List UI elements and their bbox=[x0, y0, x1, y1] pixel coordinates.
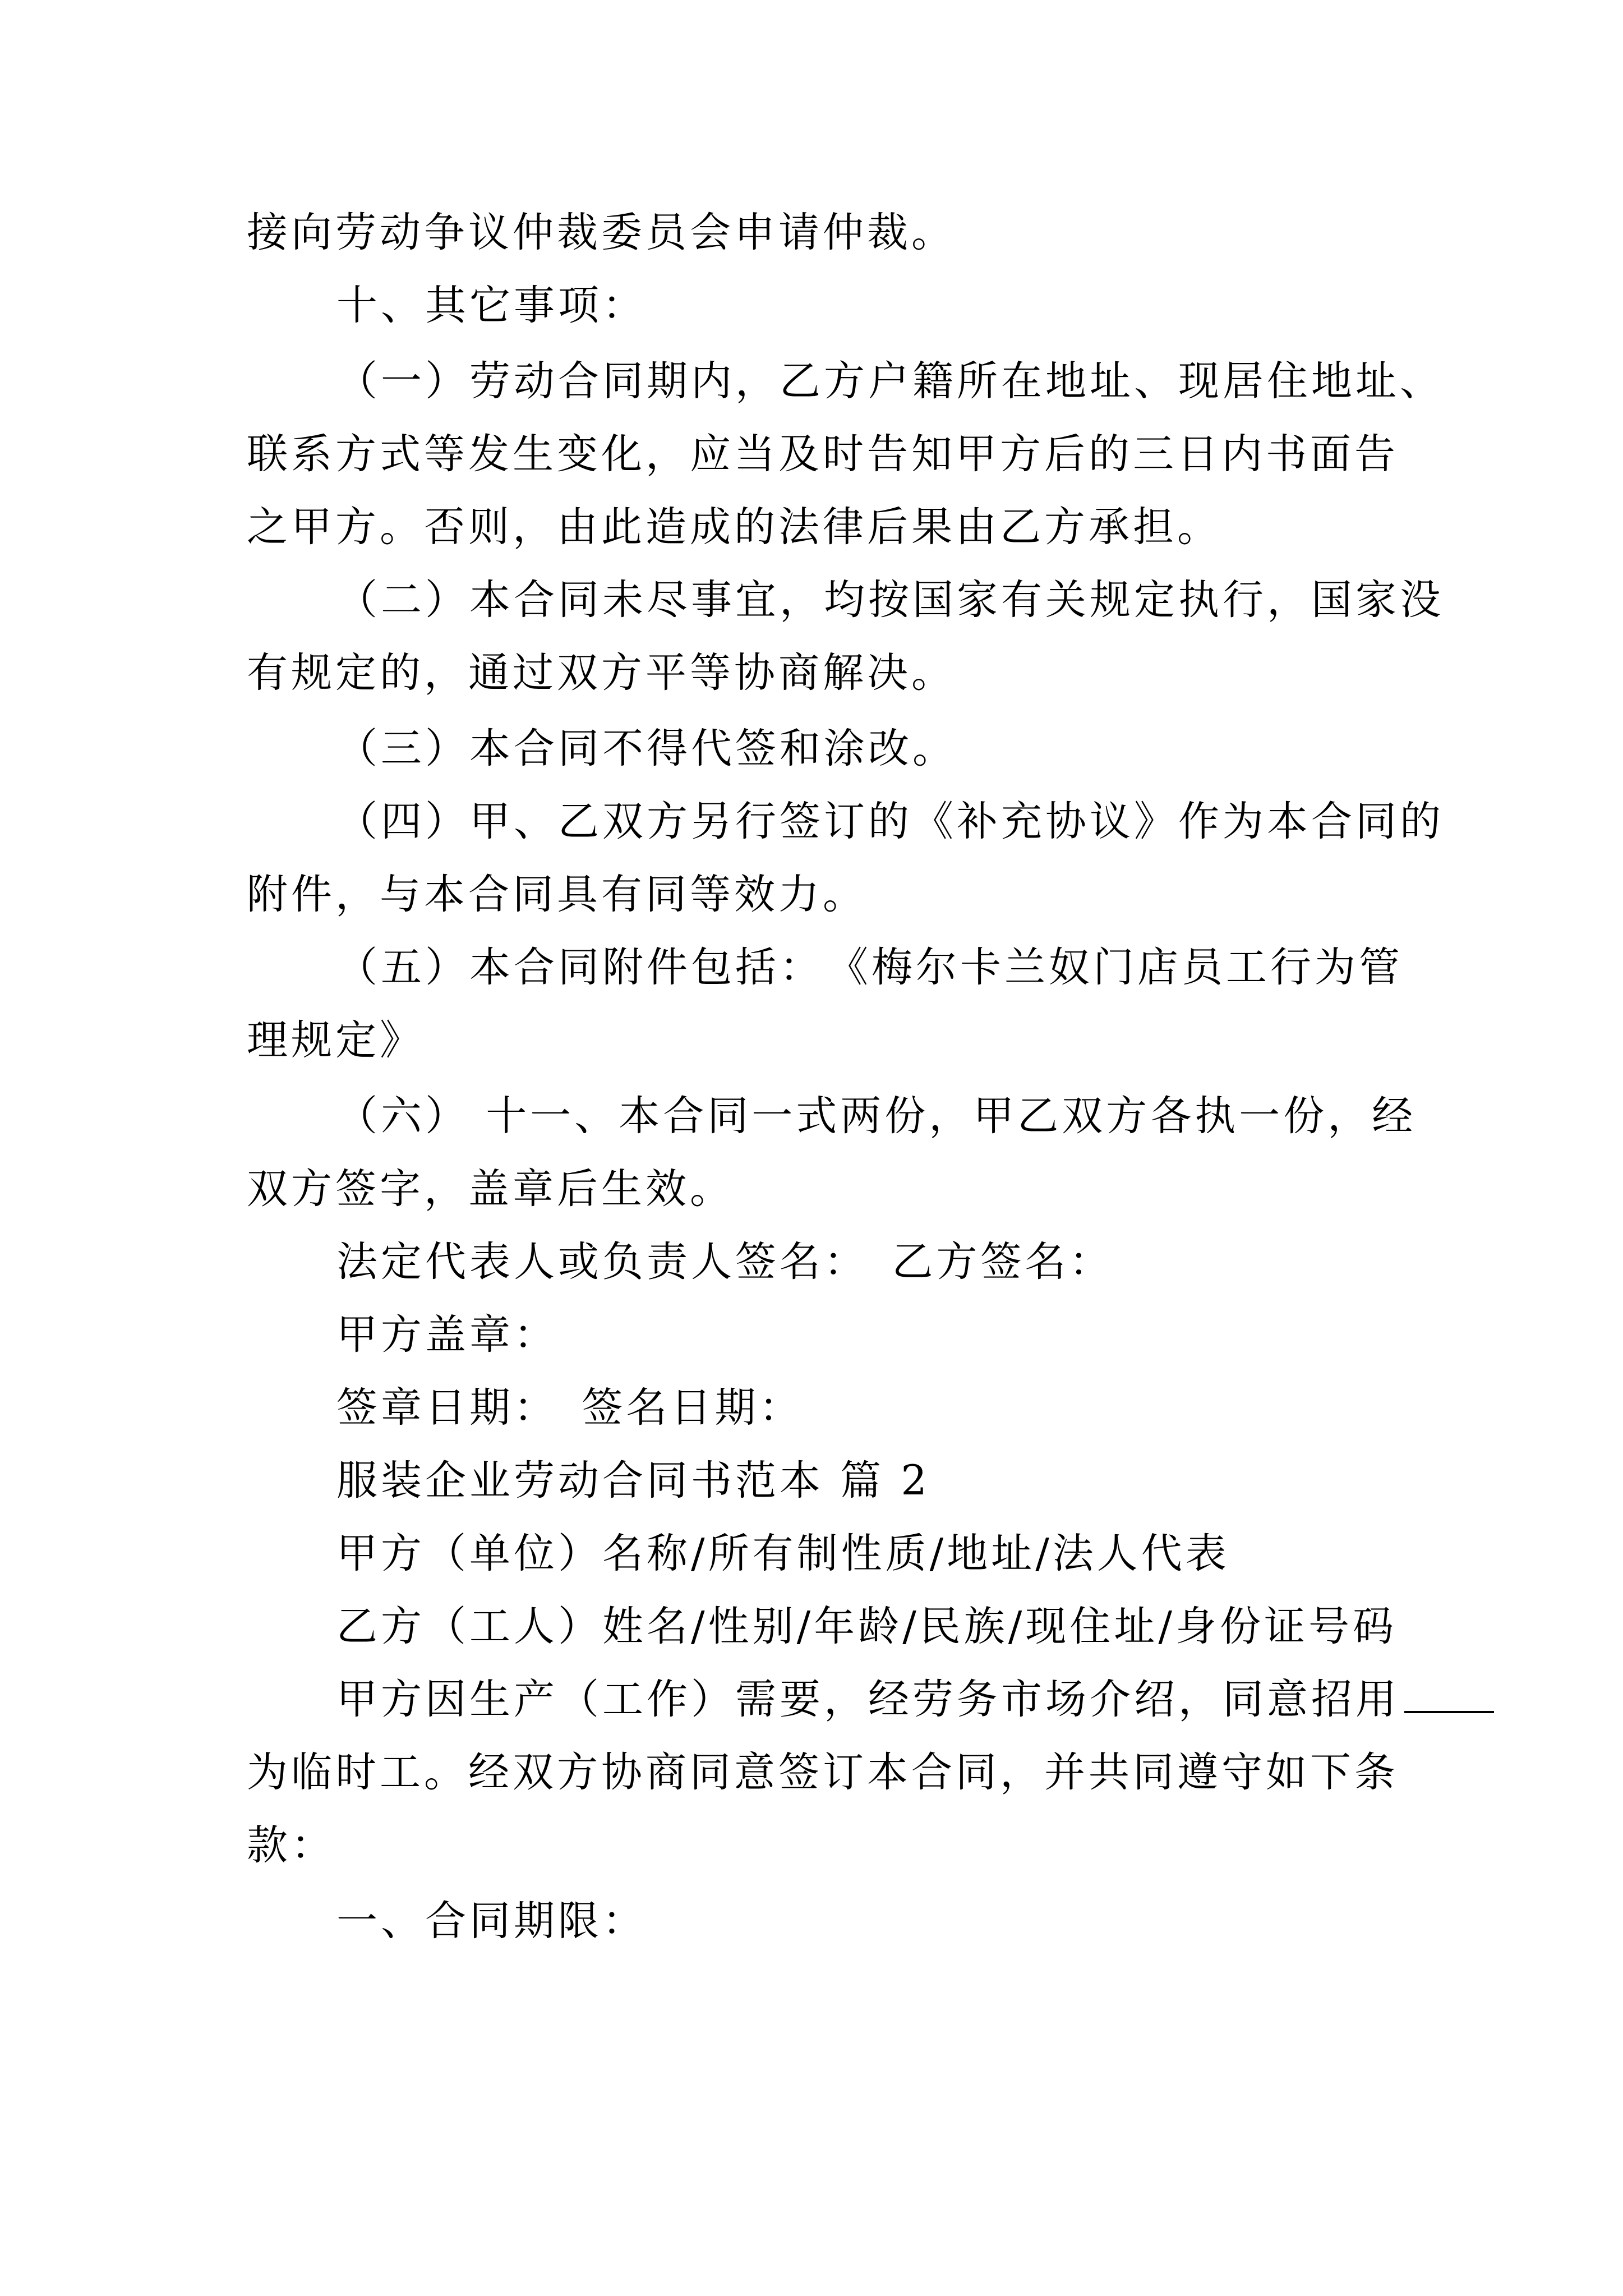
clause-6-line-2: 双方签字，盖章后生效。 bbox=[247, 1165, 734, 1213]
section-heading-other-matters: 十、其它事项： bbox=[336, 282, 647, 329]
clause-4-line-1: （四）甲、乙双方另行签订的《补充协议》作为本合同的 bbox=[336, 798, 1444, 845]
section-title-part-2: 服装企业劳动合同书范本 篇 2 bbox=[336, 1457, 930, 1504]
hiring-line-1 bbox=[336, 1674, 1494, 1725]
hiring-line-1-text: 甲方因生产（工作）需要，经劳务市场介绍，同意招用 bbox=[336, 1676, 1400, 1723]
clause-5-line-2: 理规定》 bbox=[247, 1016, 424, 1064]
text-line-1: 接向劳动争议仲裁委员会申请仲裁。 bbox=[247, 209, 956, 256]
clause-4-line-2: 附件，与本合同具有同等效力。 bbox=[247, 871, 867, 918]
party-a-info-line: 甲方（单位）名称/所有制性质/地址/法人代表 bbox=[336, 1530, 1230, 1577]
clause-6-line-1: （六） 十一、本合同一式两份，甲乙双方各执一份，经 bbox=[336, 1092, 1417, 1140]
clause-1-line-2: 联系方式等发生变化，应当及时告知甲方后的三日内书面告 bbox=[247, 430, 1399, 478]
clause-1-line-3: 之甲方。否则，由此造成的法律后果由乙方承担。 bbox=[247, 503, 1221, 551]
seal-line: 甲方盖章： bbox=[336, 1311, 558, 1359]
hiring-line-3: 款： bbox=[247, 1821, 335, 1869]
section-heading-contract-term: 一、合同期限： bbox=[336, 1897, 647, 1945]
clause-5-line-1: （五）本合同附件包括： 《梅尔卡兰奴门店员工行为管 bbox=[336, 944, 1403, 991]
clause-2-line-2: 有规定的，通过双方平等协商解决。 bbox=[247, 649, 956, 697]
signature-line: 法定代表人或负责人签名： 乙方签名： bbox=[336, 1238, 1114, 1286]
blank-underline bbox=[1404, 1711, 1494, 1713]
clause-3: （三）本合同不得代签和涂改。 bbox=[336, 725, 957, 772]
clause-1-line-1: （一）劳动合同期内，乙方户籍所在地址、现居住地址、 bbox=[336, 357, 1444, 405]
date-line: 签章日期： 签名日期： bbox=[336, 1384, 804, 1432]
hiring-line-2: 为临时工。经双方协商同意签订本合同，并共同遵守如下条 bbox=[247, 1749, 1399, 1796]
clause-2-line-1: （二）本合同未尽事宜，均按国家有关规定执行，国家没 bbox=[336, 576, 1444, 624]
party-b-info-line: 乙方（工人）姓名/性别/年龄/民族/现住址/身份证号码 bbox=[336, 1603, 1397, 1650]
